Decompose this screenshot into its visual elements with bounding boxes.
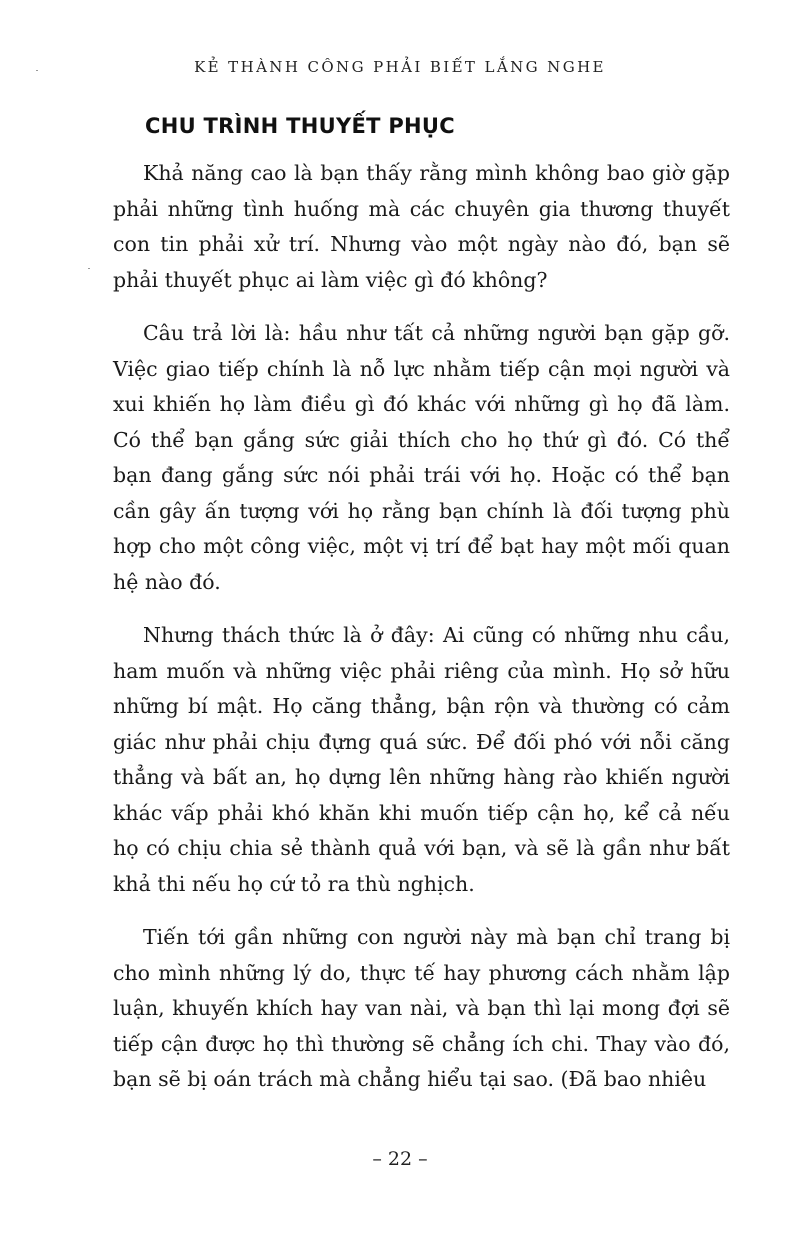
body-text bbox=[113, 156, 730, 1116]
scan-speck bbox=[88, 268, 90, 269]
paragraph: Nhưng thách thức là ở đây: Ai cũng có những nhu cầu, ham muốn và những việc phải riêng của mình. Họ sở hữu những bí mật. Họ căng thẳng, bận rộn và thường có cảm giác như phải chịu đựng quá sức. Để đối phó với nỗi căng thẳng và bất an, họ dựng lên những hàng rào khiến người khác vấp phải khó khăn khi muốn tiếp cận họ, kể cả nếu họ có chịu chia sẻ thành quả với bạn, và sẽ là gần như bất khả thi nếu họ cứ tỏ ra thù nghịch. bbox=[113, 623, 730, 896]
section-title: CHU TRÌNH THUYẾT PHỤC bbox=[145, 114, 455, 138]
paragraph: Khả năng cao là bạn thấy rằng mình không bao giờ gặp phải những tình huống mà các chuyên gia thương thuyết con tin phải xử trí. Nhưng vào một ngày nào đó, bạn sẽ phải thuyết phục ai làm việc gì đó không? bbox=[113, 161, 730, 292]
paragraph: Câu trả lời là: hầu như tất cả những người bạn gặp gỡ. Việc giao tiếp chính là nỗ lực nhằm tiếp cận mọi người và xui khiến họ làm điều gì đó khác với những gì họ đã làm. Có thể bạn gắng sức giải thích cho họ thứ gì đó. Có thể bạn đang gắng sức nói phải trái với họ. Hoặc có thể bạn cần gây ấn tượng với họ rằng bạn chính là đối tượng phù hợp cho một công việc, một vị trí để bạt hay một mối quan hệ nào đó. bbox=[113, 321, 730, 594]
running-header: KẺ THÀNH CÔNG PHẢI BIẾT LẮNG NGHE bbox=[194, 58, 606, 76]
page-number: – 22 – bbox=[372, 1148, 428, 1170]
paragraph: Tiến tới gần những con người này mà bạn chỉ trang bị cho mình những lý do, thực tế hay phương cách nhằm lập luận, khuyến khích hay van nài, và bạn thì lại mong đợi sẽ tiếp cận được họ thì thường sẽ chẳng ích chi. Thay vào đó, bạn sẽ bị oán trách mà chẳng hiểu tại sao. (Đã bao nhiêu bbox=[113, 925, 730, 1091]
